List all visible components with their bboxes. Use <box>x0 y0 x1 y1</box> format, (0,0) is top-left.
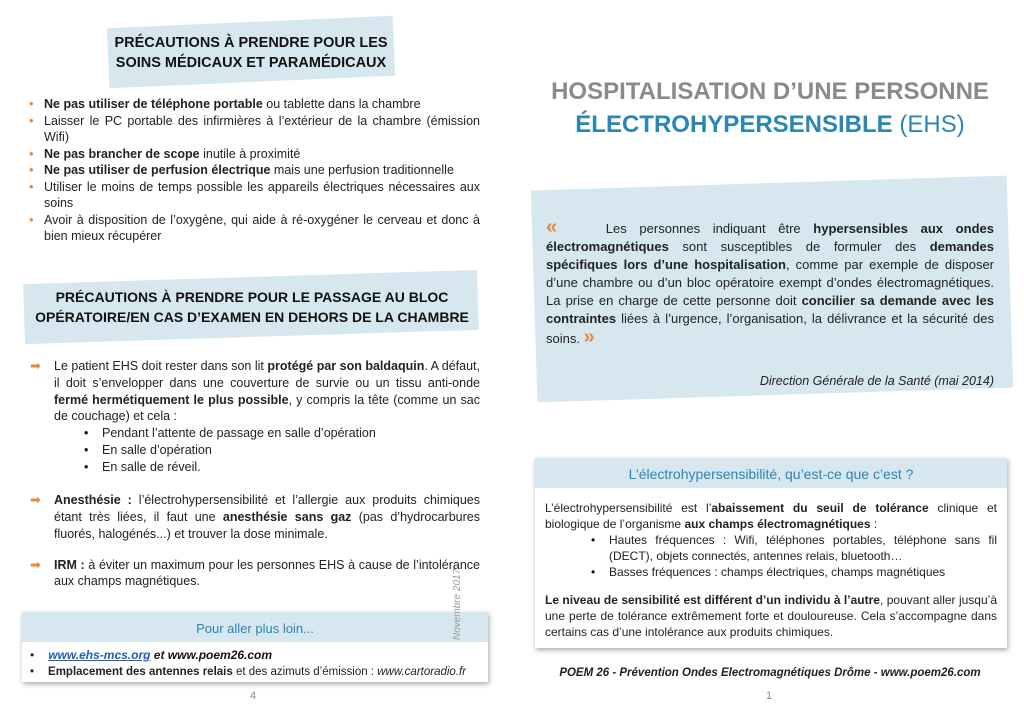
quote-source: Direction Générale de la Santé (mai 2014) <box>759 374 994 388</box>
ehs-box-body: L’électrohypersensibilité est l’abaissement du seuil de tolérance clinique et biologique de l’organisme aux champs électromagnétiques : • Hautes fréquences : Wifi, téléphones portables, téléphone sans fil (DECT), objets connectés, antennes relais, bluetooth… • Basses fréquences : champs électriques, champs magnétiques Le niveau de sensibilité est différent d’un individu à l’autre, pouvant aller jusqu’à une perte de tolérance extrêmement forte et douloureuse. Cela s’accompagne dans certains cas d’une intolérance aux produits chimiques. <box>545 500 997 640</box>
section1-title: PRÉCAUTIONS À PRENDRE POUR LES SOINS MÉDICAUX ET PARAMÉDICAUX <box>114 35 388 71</box>
list-item: • En salle d’opération <box>84 442 480 459</box>
list-item: • Basses fréquences : champs électriques, champs magnétiques <box>591 564 997 580</box>
list-item: • Laisser le PC portable des infirmières à l’extérieur de la chambre (émission Wifi) <box>26 113 480 146</box>
paragraph-mri: ➡ IRM : à éviter un maximum pour les personnes EHS à cause de l’intolérance aux champs magnétiques. <box>30 556 480 589</box>
list-item: • Ne pas brancher de scope inutile à proximité <box>26 146 480 163</box>
situations-list <box>30 425 480 476</box>
paragraph-baldaquin: ➡ Le patient EHS doit rester dans son lit protégé par son baldaquin. A défaut, il doit s’envelopper dans une couverture de survie ou un tissu anti-onde fermé hermétiquement le plus possible, y compris la tête (comme un sac de couchage) et cela : <box>30 358 480 424</box>
medical-care-list <box>26 96 480 245</box>
page-number-right: 1 <box>766 690 773 702</box>
list-item: • En salle de réveil. <box>84 459 480 476</box>
poem26-link[interactable]: www.poem26.com <box>167 648 273 662</box>
quote-close-mark: » <box>583 326 595 348</box>
list-item: • Ne pas utiliser de perfusion électrique mais une perfusion traditionnelle <box>26 162 480 179</box>
ehs-box-title: L’électrohypersensibilité, qu’est-ce que c’est ? <box>628 466 914 482</box>
further-reading-title: Pour aller plus loin... <box>196 621 314 636</box>
ehs-definition-box <box>535 458 1007 648</box>
list-item: • Ne pas utiliser de téléphone portable ou tablette dans la chambre <box>26 96 480 113</box>
cartoradio-link[interactable]: www.cartoradio.fr <box>377 666 467 678</box>
further-reading-box <box>22 612 488 682</box>
operating-room-section <box>30 358 480 590</box>
vertical-date: Novembre 2017 <box>452 568 463 640</box>
list-item: • Utiliser le moins de temps possible les appareils électriques nécessaires aux soins <box>26 179 480 212</box>
page-number-left: 4 <box>250 690 257 702</box>
footer: POEM 26 - Prévention Ondes Electromagnétiques Drôme - www.poem26.com <box>559 667 981 679</box>
ehs-mcs-link[interactable]: www.ehs-mcs.org <box>48 648 151 662</box>
arrow-right-icon: ➡ <box>30 556 41 572</box>
section2-title: PRÉCAUTIONS À PRENDRE POUR LE PASSAGE AU BLOC OPÉRATOIRE/EN CAS D’EXAMEN EN DEHORS DE LA CHAMBRE <box>35 289 469 325</box>
frequency-list <box>545 532 997 580</box>
quote-open-mark: « <box>546 216 558 238</box>
arrow-right-icon: ➡ <box>30 492 41 508</box>
quote-text: « Les personnes indiquant être hypersensibles aux ondes électromagnétiques sont susceptibles de formuler des demandes spécifiques lors d’une hospitalisation, comme par exemple de disposer d’une chambre ou d’un bloc opératoire exempt d’ondes électromagnétiques. La prise en charge de cette personne doit concilier sa demande avec les contraintes liées à l’urgence, l’organisation, la délivrance et la sécurité des soins. » <box>546 216 995 348</box>
list-item: • Hautes fréquences : Wifi, téléphones portables, téléphone sans fil (DECT), objets connectés, antennes relais, bluetooth… <box>591 532 997 564</box>
arrow-right-icon: ➡ <box>30 358 41 373</box>
further-reading-line2: • Emplacement des antennes relais et des azimuts d’émission : www.cartoradio.fr <box>30 666 467 678</box>
paragraph-anesthesia: ➡ Anesthésie : l’électrohypersensibilité et l’allergie aux produits chimiques étant très liées, il faut une anesthésie sans gaz (pas d’hydrocarbures fluorés, halogénés...) et trouver la dose minimale. <box>30 492 480 541</box>
further-reading-line1: • www.ehs-mcs.org et www.poem26.com <box>30 648 273 662</box>
list-item: • Avoir à disposition de l’oxygène, qui aide à ré-oxygéner le cerveau et donc à bien mieux récupérer <box>26 212 480 245</box>
list-item: • Pendant l’attente de passage en salle d’opération <box>84 425 480 442</box>
main-title: HOSPITALISATION D’UNE PERSONNE ÉLECTROHYPERSENSIBLE (EHS) <box>551 78 989 138</box>
